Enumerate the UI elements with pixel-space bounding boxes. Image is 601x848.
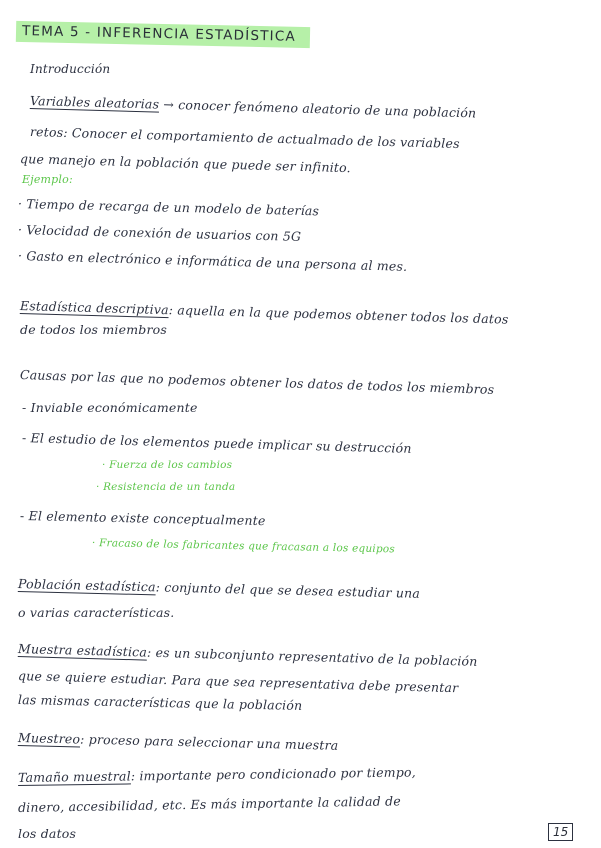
term-muestra-estadistica: Muestra estadística [17, 641, 148, 660]
term-tamano-muestral: Tamaño muestral [17, 768, 131, 785]
line-muestra-estadistica [18, 641, 478, 669]
page-number: 15 [548, 823, 573, 841]
cause-3: - El elemento existe conceptualmente [19, 508, 266, 529]
page-title: TEMA 5 - INFERENCIA ESTADÍSTICA [16, 21, 310, 48]
line-retos: retos: Conocer el comportamiento de actualmado de los variables [29, 124, 460, 151]
def-tamano-muestral: : importante pero condicionado por tiempo, [130, 764, 417, 784]
line-varias-caracteristicas: o varias características. [18, 605, 175, 620]
cause-2-example-b: · Resistencia de un tanda [96, 481, 236, 493]
line-que-se-quiere: que se quiere estudiar. Para que sea representativa debe presentar [17, 668, 459, 696]
def-muestra-estadistica: : es un subconjunto representativo de la población [146, 644, 478, 669]
example-1: · Tiempo de recarga de un modelo de baterías [17, 196, 320, 219]
term-poblacion-estadistica: Población estadística [17, 576, 156, 595]
example-3: · Gasto en electrónico e informática de una persona al mes. [17, 248, 408, 274]
cause-2: - El estudio de los elementos puede implicar su destrucción [21, 430, 412, 456]
def-poblacion-estadistica: : conjunto del que se desea estudiar una [155, 579, 421, 601]
def-estadistica-descriptiva: : aquella en la que podemos obtener todos los datos [168, 302, 509, 327]
cause-2-example-a: · Fuerza de los cambios [102, 459, 233, 471]
term-estadistica-descriptiva: Estadística descriptiva [19, 298, 169, 318]
label-ejemplo: Ejemplo: [22, 173, 73, 186]
line-que-manejo: que manejo en la población que puede ser infinito. [19, 151, 352, 176]
line-dinero: dinero, accesibilidad, etc. Es más importante la calidad de [17, 793, 401, 815]
line-tamano-muestral [18, 764, 416, 785]
line-poblacion-estadistica [18, 576, 420, 601]
cause-1: - Inviable económicamente [22, 400, 198, 415]
example-2: · Velocidad de conexión de usuarios con 5G [17, 222, 302, 244]
line-de-todos: de todos los miembros [20, 322, 167, 337]
line-los-datos: los datos [18, 826, 77, 841]
term-muestreo: Muestreo [17, 730, 81, 747]
term-variables-aleatorias: Variables aleatorias [29, 93, 160, 112]
line-mismas-caracteristicas: las mismas características que la población [17, 692, 303, 713]
line-variables-aleatorias [30, 93, 477, 120]
def-muestreo: : proceso para seleccionar una muestra [79, 731, 339, 753]
line-causas: Causas por las que no podemos obtener los datos de todos los miembros [19, 367, 495, 397]
line-muestreo [18, 730, 339, 753]
cause-3-example: · Fracaso de los fabricantes que fracasan a los equipos [91, 537, 396, 556]
def-variables-aleatorias: → conocer fenómeno aleatorio de una población [158, 96, 477, 121]
section-intro: Introducción [30, 62, 111, 76]
